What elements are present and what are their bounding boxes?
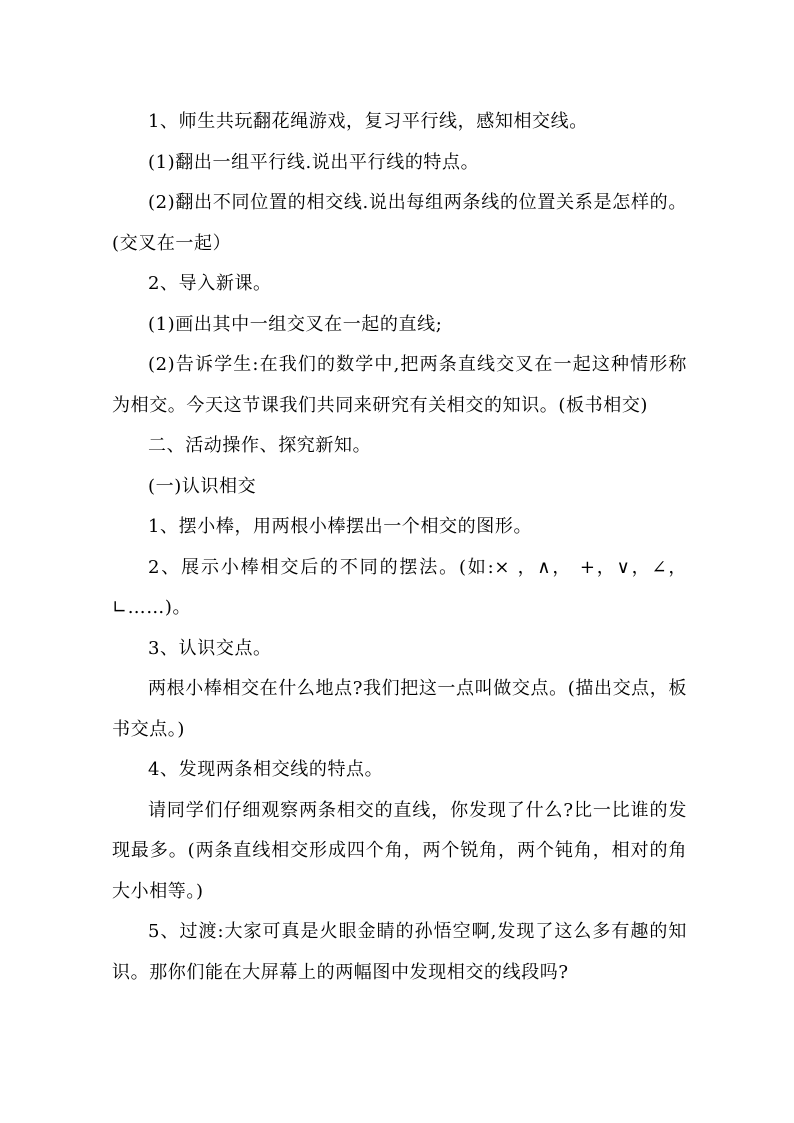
paragraph-11: 3、认识交点。	[148, 637, 272, 659]
paragraph-8: (一)认识相交	[148, 475, 257, 497]
paragraph-2: (1)翻出一组平行线.说出平行线的特点。	[148, 151, 480, 173]
paragraph-3: (2)翻出不同位置的相交线.说出每组两条线的位置关系是怎样的。(交叉在一起）	[112, 192, 687, 254]
paragraph-5: (1)画出其中一组交叉在一起的直线;	[148, 313, 443, 335]
paragraph-10: 2、展示小棒相交后的不同的摆法。(如:× ，∧， +，∨，∠，∟……)。	[112, 556, 687, 618]
paragraph-4: 2、导入新课。	[148, 273, 272, 294]
paragraph-15: 5、过渡:大家可真是火眼金睛的孙悟空啊,发现了这么多有趣的知识。那你们能在大屏幕上的两幅图中发现相交的线段吗?	[112, 921, 687, 983]
document-body	[112, 102, 687, 993]
paragraph-7: 二、活动操作、探究新知。	[148, 435, 372, 456]
paragraph-12: 两根小棒相交在什么地点?我们把这一点叫做交点。(描出交点，板书交点。)	[112, 678, 687, 740]
paragraph-6: (2)告诉学生:在我们的数学中,把两条直线交叉在一起这种情形称为相交。今天这节课我们共同来研究有关相交的知识。(板书相交)	[112, 354, 687, 416]
paragraph-13: 4、发现两条相交线的特点。	[148, 759, 384, 780]
paragraph-9: 1、摆小棒，用两根小棒摆出一个相交的图形。	[148, 516, 533, 537]
paragraph-14: 请同学们仔细观察两条相交的直线，你发现了什么?比一比谁的发现最多。(两条直线相交形成四个角，两个锐角，两个钝角，相对的角大小相等。)	[112, 799, 687, 902]
paragraph-1: 1、师生共玩翻花绳游戏，复习平行线，感知相交线。	[148, 111, 588, 132]
